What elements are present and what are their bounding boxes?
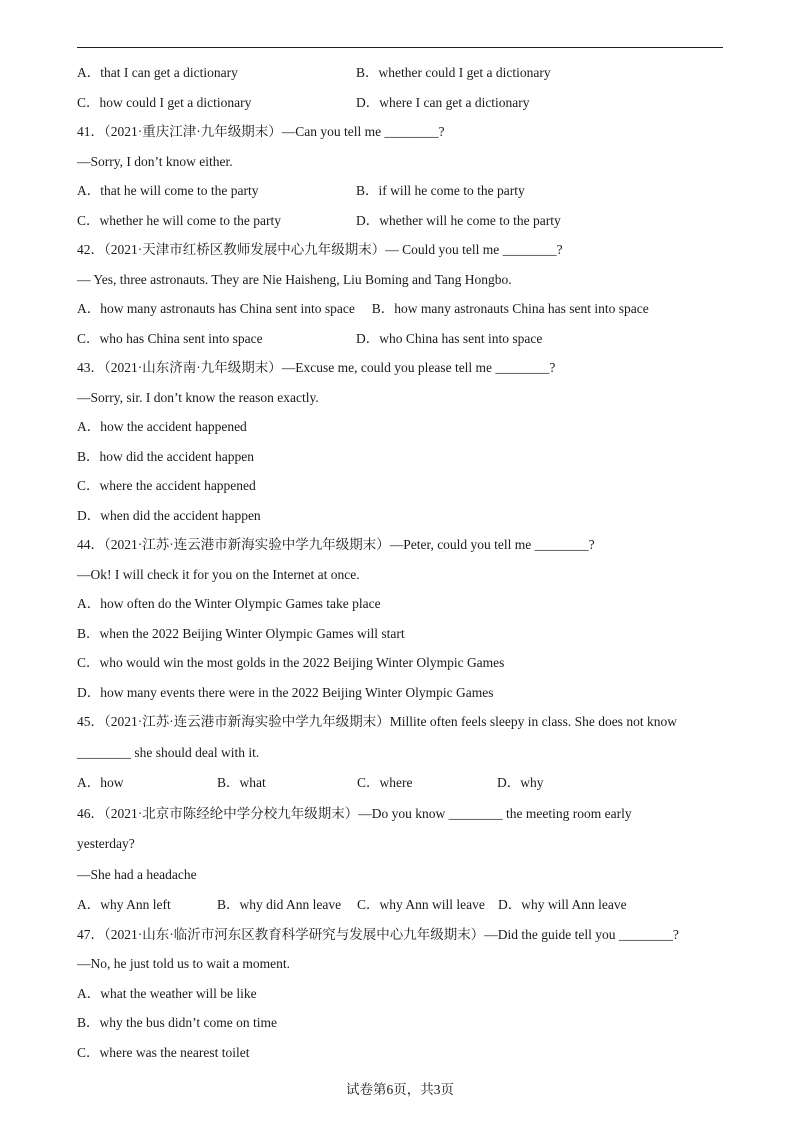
q45-stem: 45．（2021·江苏·连云港市新海实验中学九年级期末）Millite often feels sleepy in class. She does not know <box>77 714 677 729</box>
q42-options-row-2 <box>77 324 723 354</box>
question-list <box>77 58 723 1067</box>
header-rule <box>77 47 723 48</box>
q44-option-c[interactable]: C．who would win the most golds in the 2022 Beijing Winter Olympic Games <box>77 655 505 670</box>
q45-options <box>77 768 723 799</box>
q41-options-row-1 <box>77 176 723 206</box>
q43-option-c[interactable]: C．where the accident happened <box>77 478 256 493</box>
q44-stem: 44．（2021·江苏·连云港市新海实验中学九年级期末）—Peter, could you tell me ________? <box>77 537 595 552</box>
q45-option-d[interactable]: D．why <box>497 775 544 790</box>
q42-option-d[interactable]: D．who China has sent into space <box>356 330 543 346</box>
q46-option-d[interactable]: D．why will Ann leave <box>498 897 627 912</box>
q44-option-d[interactable]: D．how many events there were in the 2022 Beijing Winter Olympic Games <box>77 684 494 700</box>
page-footer: 试卷第6页，共3页 <box>346 1082 454 1097</box>
q43-reply: —Sorry, sir. I don’t know the reason exactly. <box>77 389 319 405</box>
q42-reply: — Yes, three astronauts. They are Nie Haisheng, Liu Boming and Tang Hongbo. <box>77 271 512 287</box>
q45-option-c[interactable]: C．where <box>357 775 413 790</box>
q43-option-d[interactable]: D．when did the accident happen <box>77 507 261 523</box>
q43-option-a[interactable]: A．how the accident happened <box>77 419 247 434</box>
q47-stem: 47．（2021·山东·临沂市河东区教育科学研究与发展中心九年级期末）—Did the guide tell you ________? <box>77 926 679 942</box>
q44-option-b[interactable]: B．when the 2022 Beijing Winter Olympic Games will start <box>77 625 405 641</box>
q42-options-ab[interactable]: A．how many astronauts has China sent into space B．how many astronauts China has sent into space <box>77 301 649 316</box>
q41-options-row-2 <box>77 206 723 236</box>
q47-option-b[interactable]: B．why the bus didn’t come on time <box>77 1015 277 1030</box>
q41-stem: 41．（2021·重庆江津·九年级期末）—Can you tell me ________? <box>77 124 445 139</box>
q41-option-b[interactable]: B．if will he come to the party <box>356 183 525 198</box>
q46-stem-continued: yesterday? <box>77 836 135 851</box>
q46-option-b[interactable]: B．why did Ann leave <box>217 897 342 912</box>
q45-option-b[interactable]: B．what <box>217 775 266 790</box>
q43-stem: 43．（2021·山东济南·九年级期末）—Excuse me, could you please tell me ________? <box>77 360 556 375</box>
q45-option-a[interactable]: A．how <box>77 775 124 790</box>
q46-option-a[interactable]: A．why Ann left <box>77 897 171 912</box>
q40-option-a[interactable]: A．that I can get a dictionary <box>77 65 238 80</box>
q44-reply: —Ok! I will check it for you on the Internet at once. <box>77 566 360 582</box>
q46-option-c[interactable]: C．why Ann will leave <box>357 897 485 912</box>
q46-stem: 46．（2021·北京市陈经纶中学分校九年级期末）—Do you know ________ the meeting room early <box>77 805 632 821</box>
q40-option-c[interactable]: C．how could I get a dictionary <box>77 94 252 110</box>
q44-option-a[interactable]: A．how often do the Winter Olympic Games take place <box>77 596 381 611</box>
q40-option-d[interactable]: D．where I can get a dictionary <box>356 94 530 110</box>
q40-options-row-2 <box>77 88 723 118</box>
q47-option-c[interactable]: C．where was the nearest toilet <box>77 1044 250 1060</box>
q41-option-a[interactable]: A．that he will come to the party <box>77 183 259 198</box>
q47-option-a[interactable]: A．what the weather will be like <box>77 985 257 1001</box>
q41-reply: —Sorry, I don’t know either. <box>77 153 233 169</box>
q47-reply: —No, he just told us to wait a moment. <box>77 956 290 971</box>
q43-option-b[interactable]: B．how did the accident happen <box>77 448 254 464</box>
q46-reply: —She had a headache <box>77 866 197 882</box>
q46-options <box>77 890 723 920</box>
q41-option-c[interactable]: C．whether he will come to the party <box>77 212 281 228</box>
q42-stem: 42．（2021·天津市红桥区教师发展中心九年级期末）— Could you tell me ________? <box>77 242 563 257</box>
q41-option-d[interactable]: D．whether will he come to the party <box>356 212 561 228</box>
q40-options-row-1 <box>77 58 723 88</box>
q42-option-c[interactable]: C．who has China sent into space <box>77 330 263 346</box>
q40-option-b[interactable]: B．whether could I get a dictionary <box>356 65 551 80</box>
q45-stem-continued: ________ she should deal with it. <box>77 744 260 760</box>
